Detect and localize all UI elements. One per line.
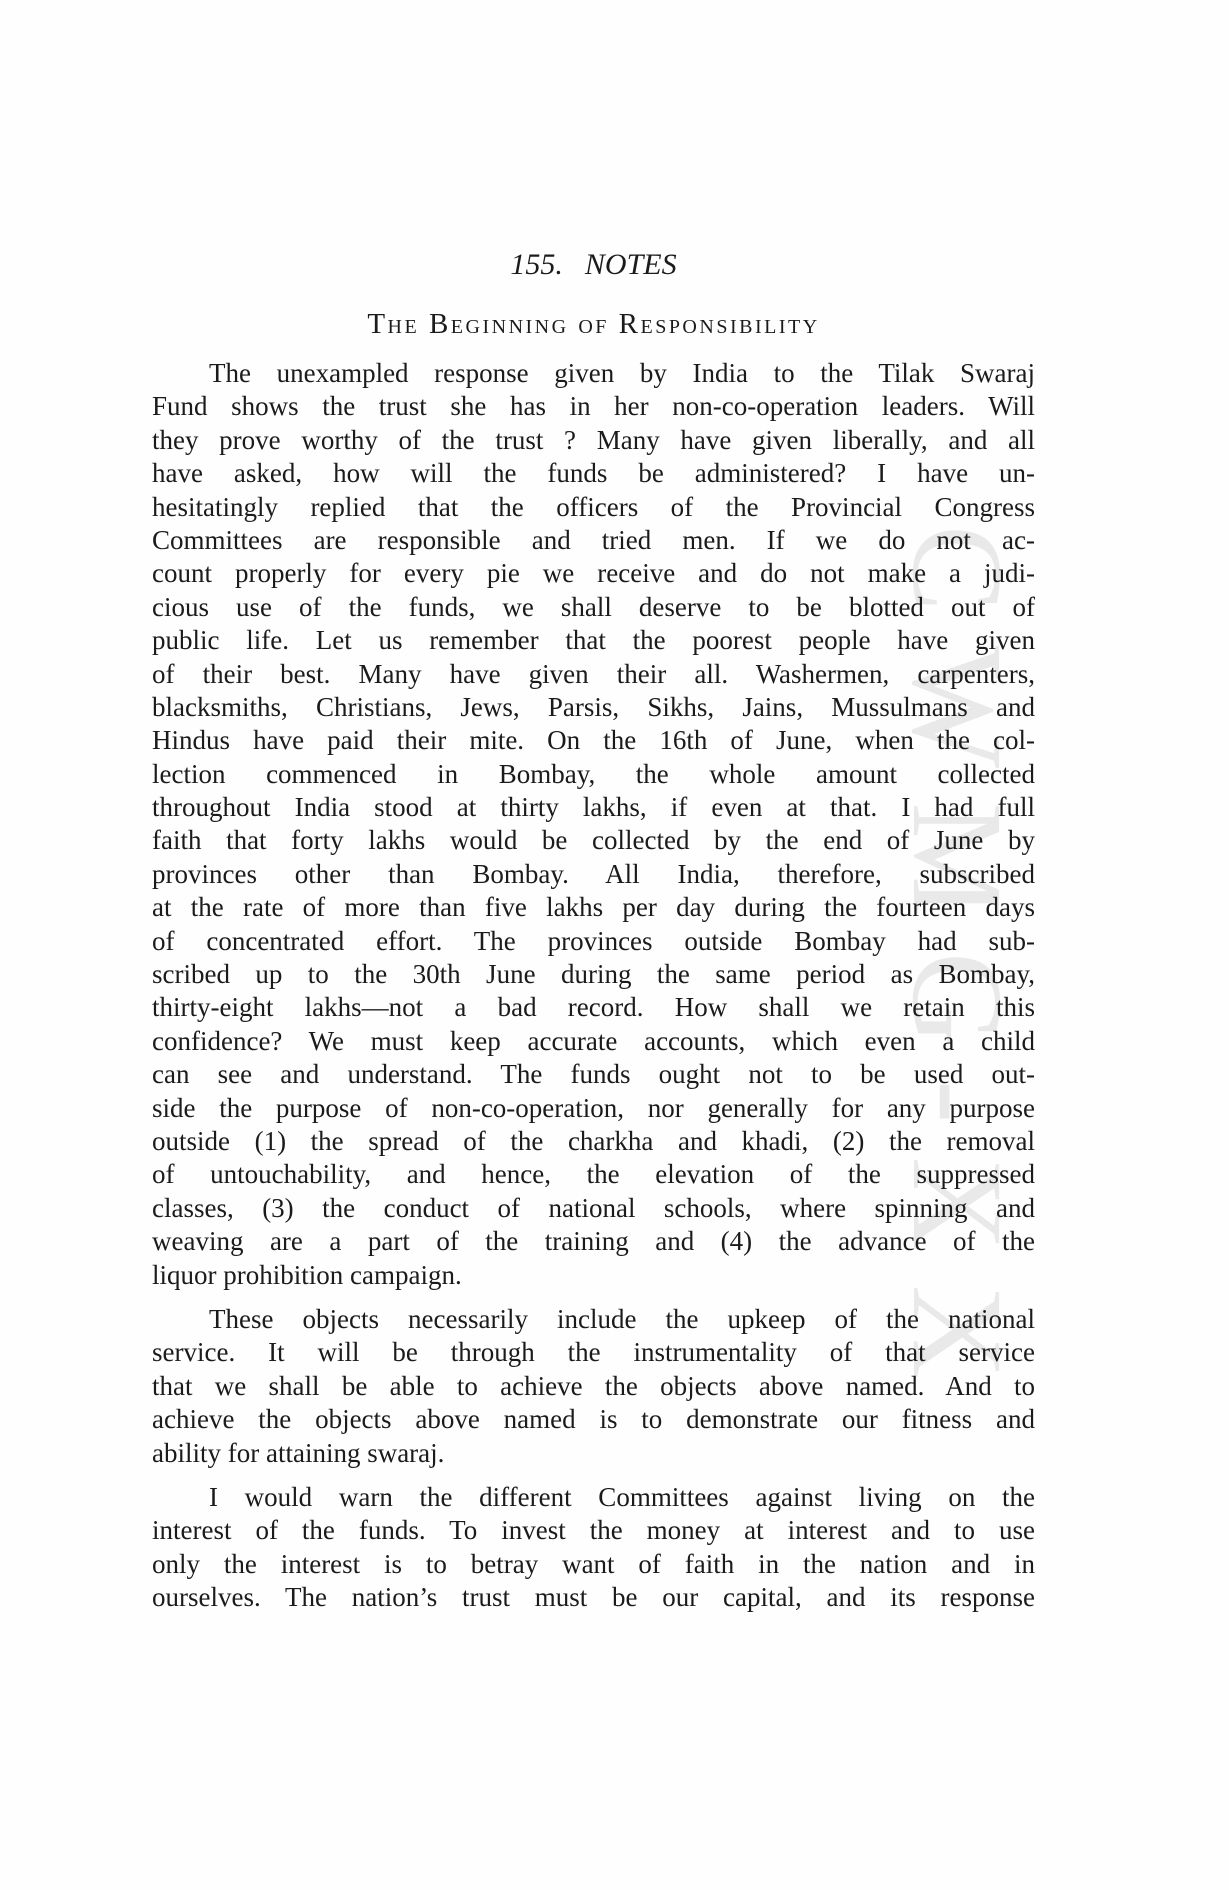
- page-title: [152, 250, 1035, 280]
- text-line: can see and understand. The funds ought not to be used out-: [152, 1059, 1035, 1090]
- text-line: lection commenced in Bombay, the whole amount collected: [152, 758, 1035, 789]
- text-line: only the interest is to betray want of faith in the nation and in: [152, 1548, 1035, 1579]
- text-line: weaving are a part of the training and (4) the advance of the: [152, 1226, 1035, 1257]
- text-line: at the rate of more than five lakhs per day during the fourteen days: [152, 892, 1035, 923]
- text-line: These objects necessarily include the upkeep of the national: [209, 1303, 1035, 1334]
- text-line: Committees are responsible and tried men. If we do not ac-: [152, 524, 1035, 555]
- text-line: faith that forty lakhs would be collected by the end of June by: [152, 825, 1035, 856]
- text-line: Hindus have paid their mite. On the 16th of June, when the col-: [152, 725, 1035, 756]
- text-line: classes, (3) the conduct of national schools, where spinning and: [152, 1192, 1035, 1223]
- text-line: confidence? We must keep accurate accounts, which even a child: [152, 1025, 1035, 1056]
- text-line: blacksmiths, Christians, Jews, Parsis, Sikhs, Jains, Mussulmans and: [152, 691, 1035, 722]
- text-line: hesitatingly replied that the officers of the Provincial Congress: [152, 491, 1035, 522]
- text-line: achieve the objects above named is to demonstrate our fitness and: [152, 1404, 1035, 1435]
- text-line: cious use of the funds, we shall deserve to be blotted out of: [152, 591, 1035, 622]
- text-line: of concentrated effort. The provinces outside Bombay had sub-: [152, 925, 1035, 956]
- text-line: they prove worthy of the trust ? Many have given liberally, and all: [152, 424, 1035, 455]
- text-line: of their best. Many have given their all. Washermen, carpenters,: [152, 658, 1035, 689]
- text-line: that we shall be able to achieve the objects above named. And to: [152, 1370, 1035, 1401]
- cwmg-volume-watermark: CWMG-XX: [885, 525, 1029, 1413]
- text-line: scribed up to the 30th June during the same period as Bombay,: [152, 959, 1035, 990]
- text-line: liquor prohibition campaign.: [152, 1259, 462, 1290]
- text-line: interest of the funds. To invest the money at interest and to use: [152, 1515, 1035, 1546]
- section-heading: The Beginning of Responsibility: [367, 308, 820, 340]
- text-line: have asked, how will the funds be administered? I have un-: [152, 458, 1035, 489]
- text-line: outside (1) the spread of the charkha and khadi, (2) the removal: [152, 1125, 1035, 1156]
- text-line: Fund shows the trust she has in her non-co-operation leaders. Will: [152, 391, 1035, 422]
- text-line: The unexampled response given by India to the Tilak Swaraj: [209, 358, 1035, 388]
- text-line: count properly for every pie we receive and do not make a judi-: [152, 558, 1035, 589]
- body-text: [152, 357, 1035, 1614]
- text-line: throughout India stood at thirty lakhs, if even at that. I had full: [152, 792, 1035, 823]
- text-line: I would warn the different Committees against living on the: [209, 1481, 1035, 1512]
- text-line: service. It will be through the instrumentality of that service: [152, 1337, 1035, 1368]
- text-line: side the purpose of non-co-operation, nor generally for any purpose: [152, 1092, 1035, 1123]
- text-line: of untouchability, and hence, the elevation of the suppressed: [152, 1159, 1035, 1190]
- entry-number: 155.: [510, 248, 563, 281]
- text-line: provinces other than Bombay. All India, therefore, subscribed: [152, 858, 1035, 889]
- text-line: thirty-eight lakhs—not a bad record. How shall we retain this: [152, 992, 1035, 1023]
- entry-title: NOTES: [584, 248, 677, 281]
- text-line: ability for attaining swaraj.: [152, 1437, 445, 1468]
- text-line: public life. Let us remember that the poorest people have given: [152, 625, 1035, 656]
- text-line: ourselves. The nation’s trust must be our capital, and its response: [152, 1582, 1035, 1613]
